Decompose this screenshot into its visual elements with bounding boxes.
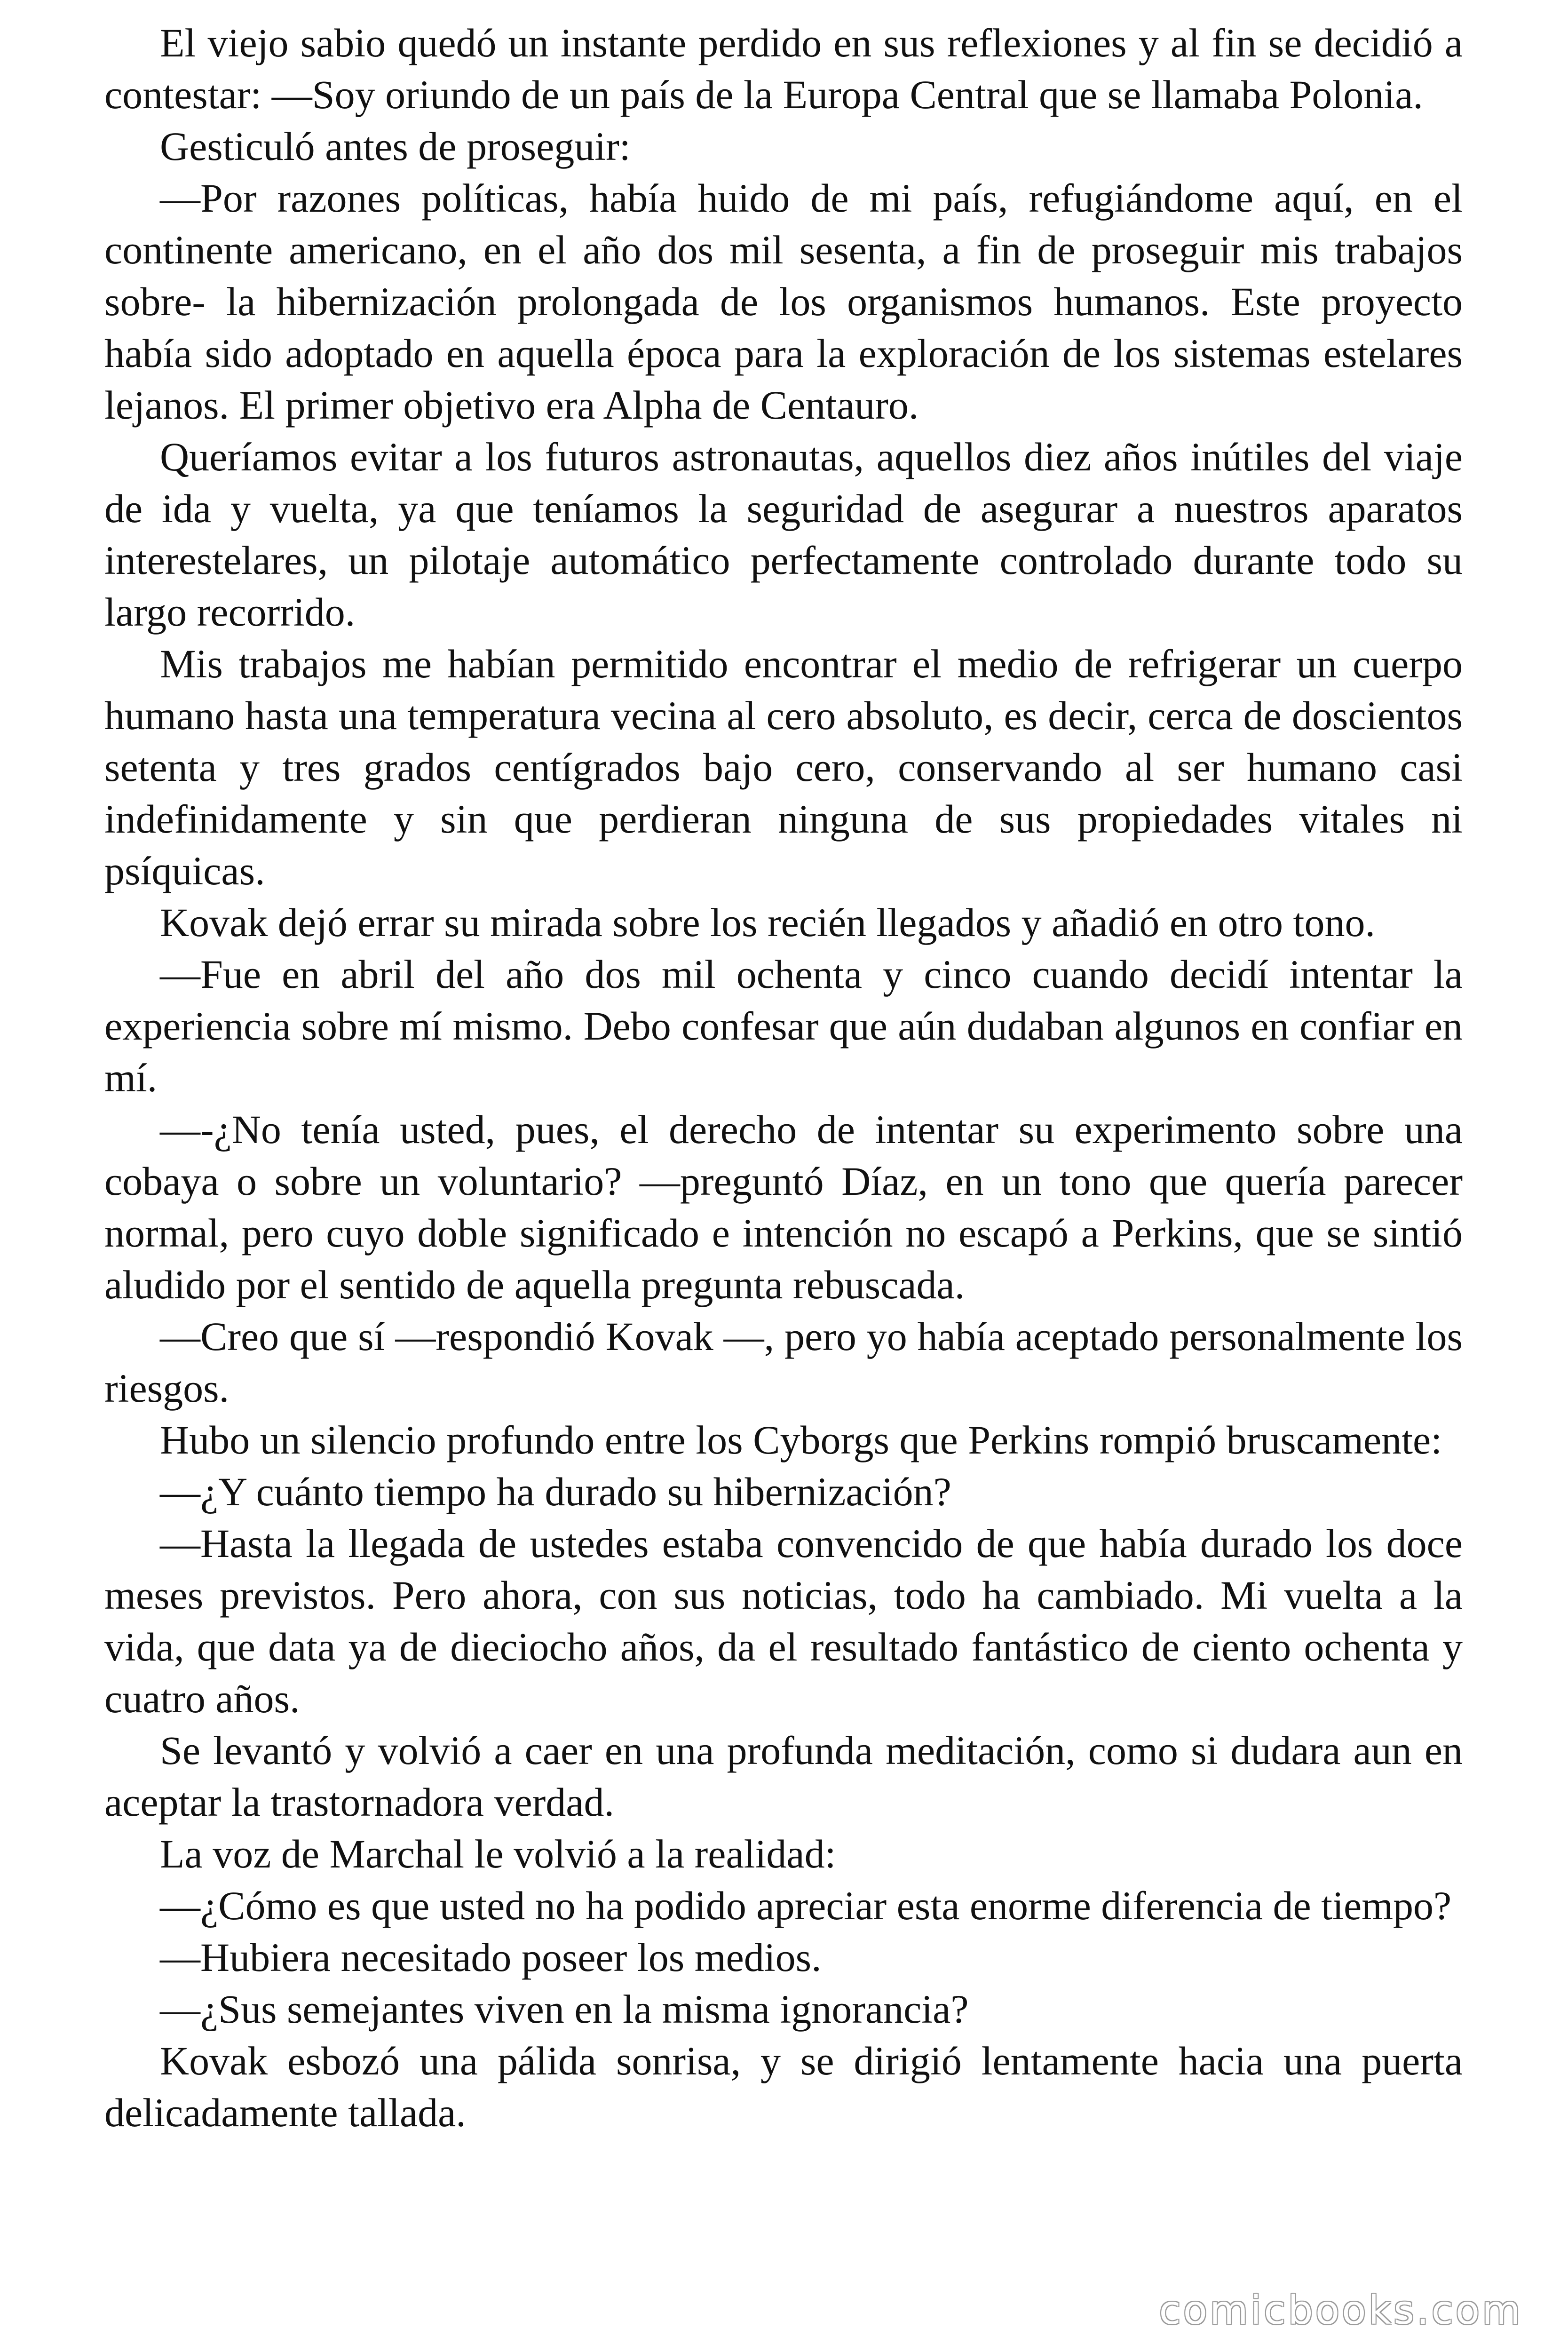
paragraph: Hubo un silencio profundo entre los Cyborgs que Perkins rompió bruscamente: (160, 1417, 1442, 1462)
paragraph: Kovak esbozó una pálida sonrisa, y se dirigió lentamente hacia una puerta delicadamente tallada. (104, 2038, 1463, 2135)
body-text (104, 17, 1463, 2138)
paragraph: —¿Sus semejantes viven en la misma ignorancia? (160, 1986, 969, 2032)
paragraph: Queríamos evitar a los futuros astronautas, aquellos diez años inútiles del viaje de ida y vuelta, ya que teníamos la seguridad de asegurar a nuestros aparatos interestelares, un pilotaje automático perfectamente controlado durante todo su largo recorrido. (104, 434, 1463, 635)
paragraph: —Hasta la llegada de ustedes estaba convencido de que había durado los doce meses previstos. Pero ahora, con sus noticias, todo ha cambiado. Mi vuelta a la vida, que data ya de dieciocho años, da el resultado fantástico de ciento ochenta y cuatro años. (104, 1521, 1463, 1721)
watermark: comicbooks.com (1159, 2287, 1523, 2333)
paragraph: —Fue en abril del año dos mil ochenta y cinco cuando decidí intentar la experiencia sobre mí mismo. Debo confesar que aún dudaban algunos en confiar en mí. (104, 952, 1463, 1100)
paragraph: Mis trabajos me habían permitido encontrar el medio de refrigerar un cuerpo humano hasta una temperatura vecina al cero absoluto, es decir, cerca de doscientos setenta y tres grados centígrados bajo cero, conservando al ser humano casi indefinidamente y sin que perdieran ninguna de sus propiedades vitales ni psíquicas. (104, 641, 1463, 893)
paragraph: —¿Y cuánto tiempo ha durado su hibernización? (160, 1469, 951, 1514)
paragraph: Kovak dejó errar su mirada sobre los recién llegados y añadió en otro tono. (160, 900, 1375, 945)
paragraph: —Creo que sí —respondió Kovak —, pero yo había aceptado personalmente los riesgos. (104, 1314, 1463, 1411)
paragraph: —Por razones políticas, había huido de mi país, refugiándome aquí, en el continente americano, en el año dos mil sesenta, a fin de proseguir mis trabajos sobre- la hibernización prolongada de los organismos humanos. Este proyecto había sido adoptado en aquella época para la exploración de los sistemas estelares lejanos. El primer objetivo era Alpha de Centauro. (104, 175, 1463, 428)
paragraph: Gesticuló antes de proseguir: (160, 124, 631, 169)
paragraph: —-¿No tenía usted, pues, el derecho de intentar su experimento sobre una cobaya o sobre un voluntario? —preguntó Díaz, en un tono que quería parecer normal, pero cuyo doble significado e intención no escapó a Perkins, que se sintió aludido por el sentido de aquella pregunta rebuscada. (104, 1107, 1463, 1307)
paragraph: El viejo sabio quedó un instante perdido en sus reflexiones y al fin se decidió a contestar: —Soy oriundo de un país de la Europa Central que se llamaba Polonia. (104, 20, 1463, 117)
paragraph: Se levantó y volvió a caer en una profunda meditación, como si dudara aun en aceptar la trastornadora verdad. (104, 1728, 1463, 1825)
paragraph: La voz de Marchal le volvió a la realidad: (160, 1831, 836, 1876)
paragraph: —¿Cómo es que usted no ha podido apreciar esta enorme diferencia de tiempo? (160, 1883, 1452, 1928)
paragraph: —Hubiera necesitado poseer los medios. (160, 1935, 822, 1980)
